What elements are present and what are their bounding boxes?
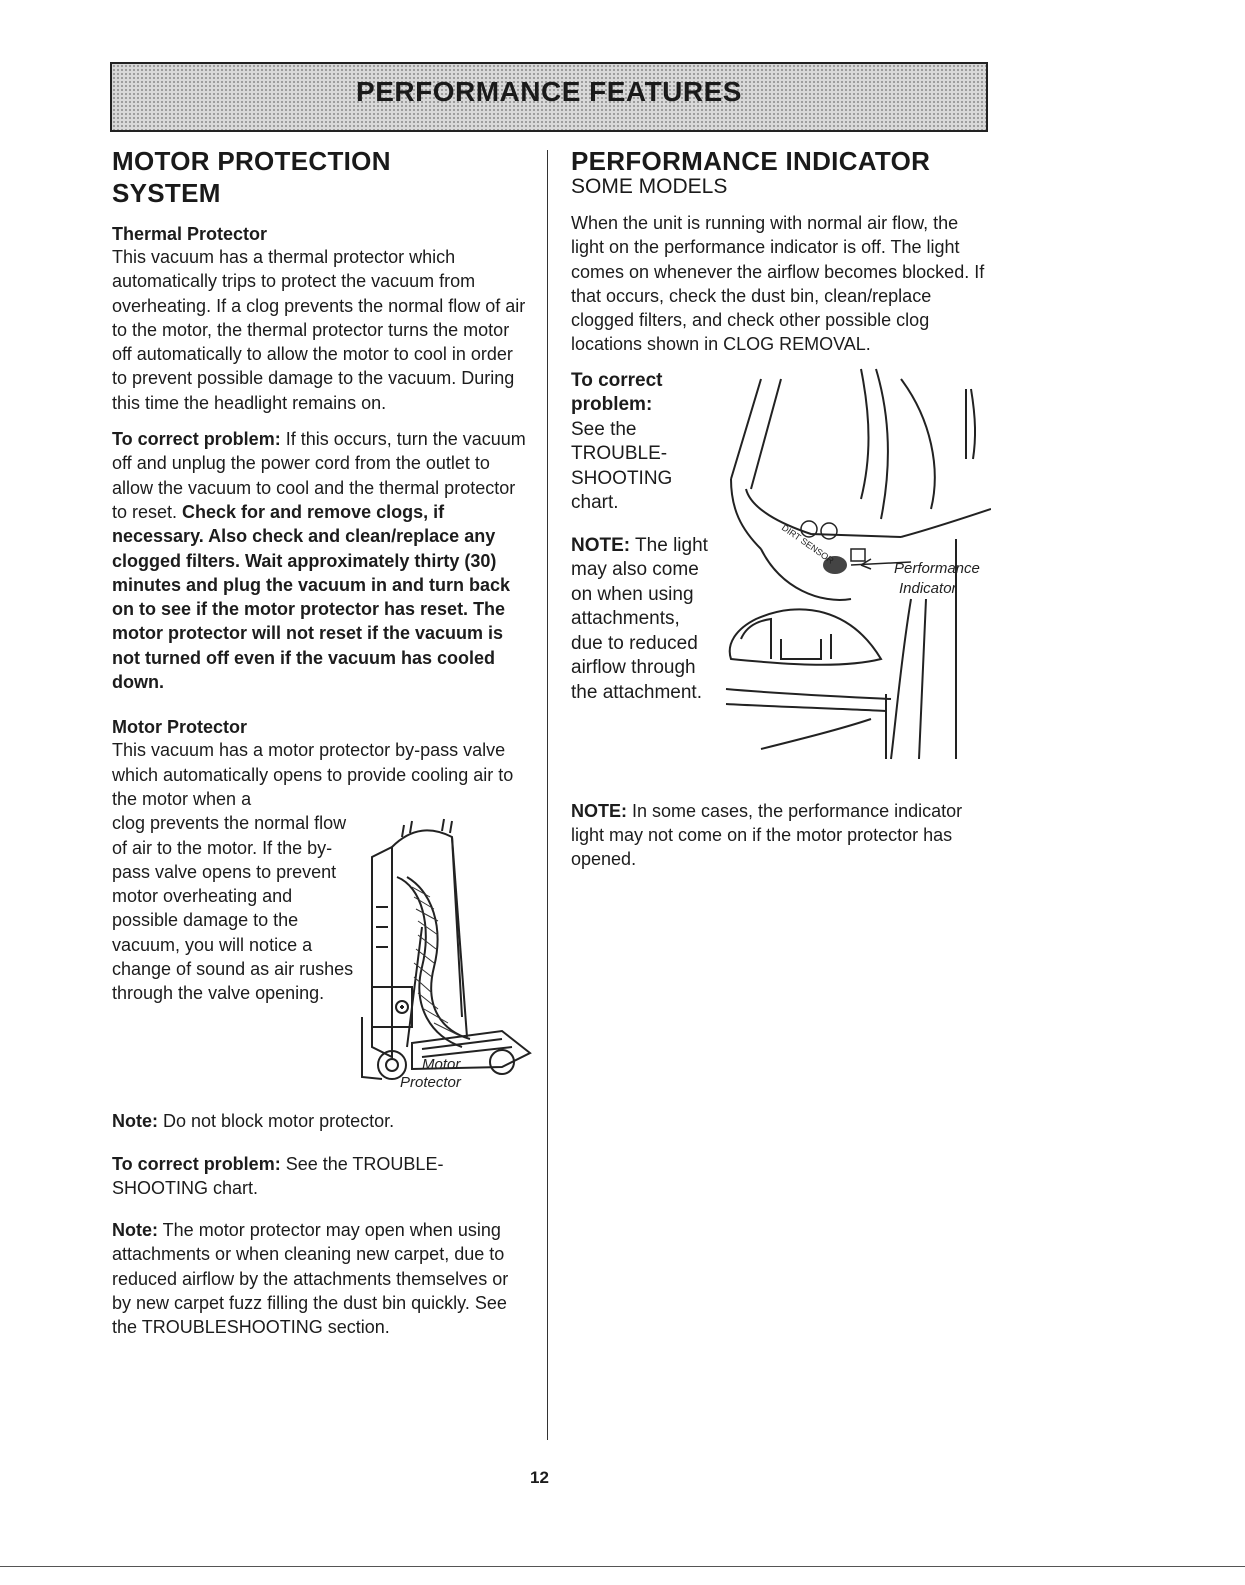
- motor-note-1-label: Note:: [112, 1111, 158, 1132]
- motor-note-2: [112, 1218, 532, 1339]
- perf-note-1: [571, 534, 711, 706]
- motor-protection-column: [112, 145, 532, 1340]
- perf-figure-label-2: Indicator: [899, 579, 957, 597]
- column-divider: [547, 150, 548, 1440]
- thermal-protector-heading: Thermal Protector: [112, 224, 268, 244]
- motor-correct-label: To correct problem:: [112, 1153, 281, 1174]
- perf-correct-label: To correct problem:: [571, 369, 663, 416]
- perf-note-2-label: NOTE:: [571, 800, 627, 821]
- thermal-correct-text: If this occurs, turn the vacuum off and unplug the power cord from the outlet to allow the vacuum to cool and the thermal protector to reset.: [112, 429, 526, 522]
- performance-indicator-body: When the unit is running with normal air flow, the light on the performance indicator is off. The light comes on whenever the airflow becomes blocked. If that occurs, check the dust bin, clean/replace clogged filters, and check other possible clog locations shown in CLOG REMOVAL.: [571, 213, 985, 355]
- motor-note-1-text: Do not block motor protector.: [158, 1111, 395, 1132]
- motor-note-2-label: Note:: [112, 1220, 158, 1241]
- motor-protector-wrap-text: clog prevents the normal flow of air to the motor. If the by-pass valve opens to prevent motor overheating and possible damage to the vacuum, you will notice a change of sound as air rushes through the valve opening.: [112, 813, 354, 1004]
- perf-dial-text: DIRT SENSOR: [779, 522, 836, 566]
- motor-protector-illustration: [352, 817, 532, 1087]
- thermal-correct-problem: [112, 427, 532, 694]
- perf-note-1-text: The light may also come on when using attachments, due to reduced airflow through the attachment.: [571, 534, 708, 703]
- perf-note-2: [571, 799, 991, 872]
- performance-indicator-column: [571, 145, 991, 872]
- motor-figure-label-2: Protector: [400, 1074, 461, 1088]
- performance-side-text: [571, 369, 711, 706]
- motor-protector-intro: This vacuum has a motor protector by-pass valve which automatically opens to provide cooling air to the motor when a: [112, 740, 514, 809]
- thermal-correct-label: To correct problem:: [112, 429, 281, 450]
- perf-correct-text: See the TROUBLE-SHOOTING chart.: [571, 418, 673, 514]
- bottom-rule: [0, 1566, 1245, 1567]
- motor-figure-label-1: Motor: [422, 1056, 461, 1074]
- thermal-protector-body: This vacuum has a thermal protector which automatically trips to protect the vacuum from overheating. If a clog prevents the normal flow of air to the motor, the thermal protector turns the motor off automatically to allow the motor to cool in order to prevent possible damage to the vacuum. During this time the headlight remains on.: [112, 247, 526, 413]
- banner-title: PERFORMANCE FEATURES: [356, 76, 742, 107]
- motor-note-2-text: The motor protector may open when using attachments or when cleaning new carpet, due to reduced airflow by the attachments themselves or by new carpet fuzz filling the dust bin quickly. See the TROUBLESHOOTING section.: [112, 1220, 509, 1338]
- performance-indicator-illustration: [701, 359, 991, 769]
- motor-protector-heading: Motor Protector: [112, 717, 247, 738]
- perf-note-2-text: In some cases, the performance indicator light may not come on if the motor protector has opened.: [571, 800, 963, 870]
- motor-protection-title-line2: SYSTEM: [112, 178, 221, 208]
- perf-figure-label-1: Performance: [894, 559, 980, 577]
- performance-indicator-figure-block: [571, 369, 991, 789]
- motor-correct-text: See the TROUBLE-SHOOTING chart.: [112, 1153, 444, 1198]
- motor-protection-title-line1: MOTOR PROTECTION: [112, 146, 391, 176]
- motor-correct-problem: [112, 1152, 532, 1201]
- performance-indicator-subtitle: SOME MODELS: [571, 175, 728, 198]
- section-banner: [110, 62, 988, 132]
- performance-indicator-title: PERFORMANCE INDICATOR: [571, 146, 931, 176]
- motor-note-1: [112, 1109, 532, 1133]
- motor-protector-figure-block: [112, 811, 532, 1091]
- page-number: 12: [530, 1468, 549, 1487]
- thermal-correct-bold: Check for and remove clogs, if necessary. Also check and clean/replace any clogged filters. Wait approximately thirty (30) minutes and plug the vacuum in and turn back on to see if the motor protector has reset. The motor protector will not reset if the vacuum is not turned off even if the vacuum has cooled down.: [112, 501, 511, 693]
- perf-note-1-label: NOTE:: [571, 534, 631, 556]
